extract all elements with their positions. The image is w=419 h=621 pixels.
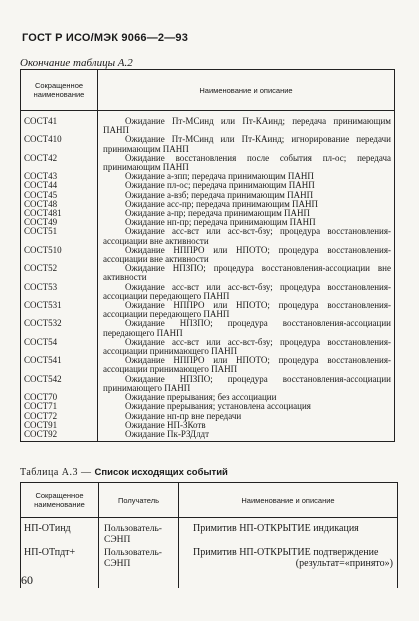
state-description-text: Ожидание асс-пр; передача принимающим ПАНП <box>125 198 319 209</box>
table-row <box>21 375 395 393</box>
state-code: СОСТ92 <box>21 430 98 442</box>
table-row <box>21 111 395 136</box>
state-description-text: Ожидание асс-вст или асс-вст-бзу; процедура восстановления-ассоциации вне активности <box>103 226 391 246</box>
page-number: 60 <box>21 573 33 587</box>
table-row <box>21 246 395 264</box>
state-description-text: Ожидание нп-пр; передача принимающим ПАНП <box>125 217 316 228</box>
event-description-text: Примитив НП-ОТКРЫТИЕ индикация <box>193 523 359 534</box>
state-description <box>98 338 395 356</box>
state-description-text: Ожидание НППРО или НПОТО; процедура восстановления-ассоциации принимающего ПАНП <box>103 355 391 375</box>
state-code: СОСТ410 <box>21 135 98 153</box>
state-description-text: Ожидание восстановления после события пл-ос; передача принимающим ПАНП <box>103 152 391 173</box>
event-description-text: Примитив НП-ОТКРЫТИЕ подтверждение <box>193 547 379 558</box>
table-row <box>21 154 395 172</box>
table-continuation-caption: Окончание таблицы А.2 <box>20 57 133 69</box>
event-description <box>179 548 398 588</box>
state-code: СОСТ72 <box>21 412 98 421</box>
state-description <box>98 264 395 282</box>
col-header-abbrev: Сокращенное наименование <box>21 70 98 111</box>
table-row <box>21 548 398 588</box>
state-description-text: Ожидание а-взб; передача принимающим ПАНП <box>125 189 314 200</box>
state-code: СОСТ510 <box>21 246 98 264</box>
event-description <box>179 518 398 549</box>
state-description <box>98 283 395 301</box>
table-row <box>21 227 395 245</box>
state-description-text: Ожидание асс-вст или асс-вст-бзу; процедура восстановления-ассоциации передающего ПАНП <box>103 281 391 301</box>
table-row <box>21 430 395 442</box>
state-description <box>98 227 395 245</box>
state-description-text: Ожидание НППРО или НПОТО; процедура восстановления-ассоциации передающего ПАНП <box>103 300 391 320</box>
state-description-text: Ожидание прерывания; установлена ассоциация <box>125 401 311 412</box>
table-row <box>21 264 395 282</box>
state-description <box>98 356 395 374</box>
state-description-text: Ожидание нп-пр вне передачи <box>125 410 242 421</box>
state-description <box>98 430 395 442</box>
state-code: СОСТ43 <box>21 172 98 181</box>
state-description <box>98 319 395 337</box>
state-code: СОСТ542 <box>21 375 98 393</box>
outgoing-events-table <box>20 482 398 588</box>
state-description-text: Ожидание НППРО или НПОТО; процедура восстановления-ассоциации вне активности <box>103 244 391 265</box>
state-code: СОСТ70 <box>21 393 98 402</box>
table-a3-title: Список исходящих событий <box>94 467 228 478</box>
state-description-text: Ожидание Пт-МСинд или Пт-КАинд; передача принимающим ПАНП <box>103 116 391 136</box>
state-code: СОСТ45 <box>21 191 98 200</box>
state-code: СОСТ532 <box>21 319 98 337</box>
state-description-text: Ожидание НПЗПО; процедура восстановления-ассоциации принимающего ПАНП <box>103 373 391 393</box>
table-row <box>21 283 395 301</box>
table-row <box>21 319 395 337</box>
table-row <box>21 338 395 356</box>
table-row <box>21 518 398 549</box>
state-description <box>98 135 395 153</box>
state-code: СОСТ52 <box>21 264 98 282</box>
event-description-note: (результат=«принято») <box>295 557 393 569</box>
state-description-text: Ожидание прерывания; без ассоциации <box>125 392 277 403</box>
state-description-text: Ожидание НП-ЗКотв <box>125 419 206 430</box>
col-header-recipient: Получатель <box>99 483 179 518</box>
table-row <box>21 135 395 153</box>
state-code: СОСТ44 <box>21 181 98 190</box>
state-code: СОСТ91 <box>21 421 98 430</box>
col-header-description: Наименование и описание <box>98 70 395 111</box>
state-description <box>98 154 395 172</box>
table-row <box>21 412 395 421</box>
state-description <box>98 111 395 136</box>
event-recipient: Пользователь-СЭНП <box>99 518 179 549</box>
event-code: НП-ОТинд <box>21 518 99 549</box>
states-table <box>20 69 395 442</box>
col-header-abbrev: Сокращенное наименование <box>21 483 99 518</box>
state-code: СОСТ49 <box>21 218 98 227</box>
table-a3-caption <box>20 467 228 478</box>
state-description-text: Ожидание Пт-МСинд или Пт-КАинд; игнорирование передачи принимающим ПАНП <box>103 134 391 154</box>
event-code: НП-ОТпдт+ <box>21 548 99 588</box>
states-table-body <box>21 111 395 442</box>
state-description-text: Ожидание НПЗПО; процедура восстановления-ассоциации вне активности <box>103 263 391 283</box>
state-description-text: Ожидание НПЗПО; процедура восстановления-ассоциации передающего ПАНП <box>103 318 391 338</box>
state-description-text: Ожидание Пк-РЗДлдт <box>125 428 210 439</box>
state-description-text: Ожидание а-пр; передача принимающим ПАНП <box>125 208 311 219</box>
state-code: СОСТ531 <box>21 301 98 319</box>
table-a3-prefix: Таблица А.3 — <box>20 467 95 478</box>
state-description-text: Ожидание пл-ос; передача принимающим ПАНП <box>125 180 315 191</box>
state-code: СОСТ541 <box>21 356 98 374</box>
page-header: ГОСТ Р ИСО/МЭК 9066—2—93 <box>22 32 189 44</box>
state-code: СОСТ41 <box>21 111 98 136</box>
state-description <box>98 246 395 264</box>
state-code: СОСТ54 <box>21 338 98 356</box>
event-recipient: Пользователь-СЭНП <box>99 548 179 588</box>
col-header-description: Наименование и описание <box>179 483 398 518</box>
state-code: СОСТ71 <box>21 402 98 411</box>
table-row <box>21 356 395 374</box>
state-description <box>98 301 395 319</box>
state-code: СОСТ42 <box>21 154 98 172</box>
state-description-text: Ожидание а-зпп; передача принимающим ПАНП <box>125 171 314 182</box>
state-code: СОСТ48 <box>21 200 98 209</box>
state-code: СОСТ51 <box>21 227 98 245</box>
state-code: СОСТ481 <box>21 209 98 218</box>
state-description <box>98 375 395 393</box>
table-row <box>21 301 395 319</box>
state-description-text: Ожидание асс-вст или асс-вст-бзу; процедура восстановления-ассоциации принимающего ПАНП <box>103 336 391 357</box>
state-code: СОСТ53 <box>21 283 98 301</box>
